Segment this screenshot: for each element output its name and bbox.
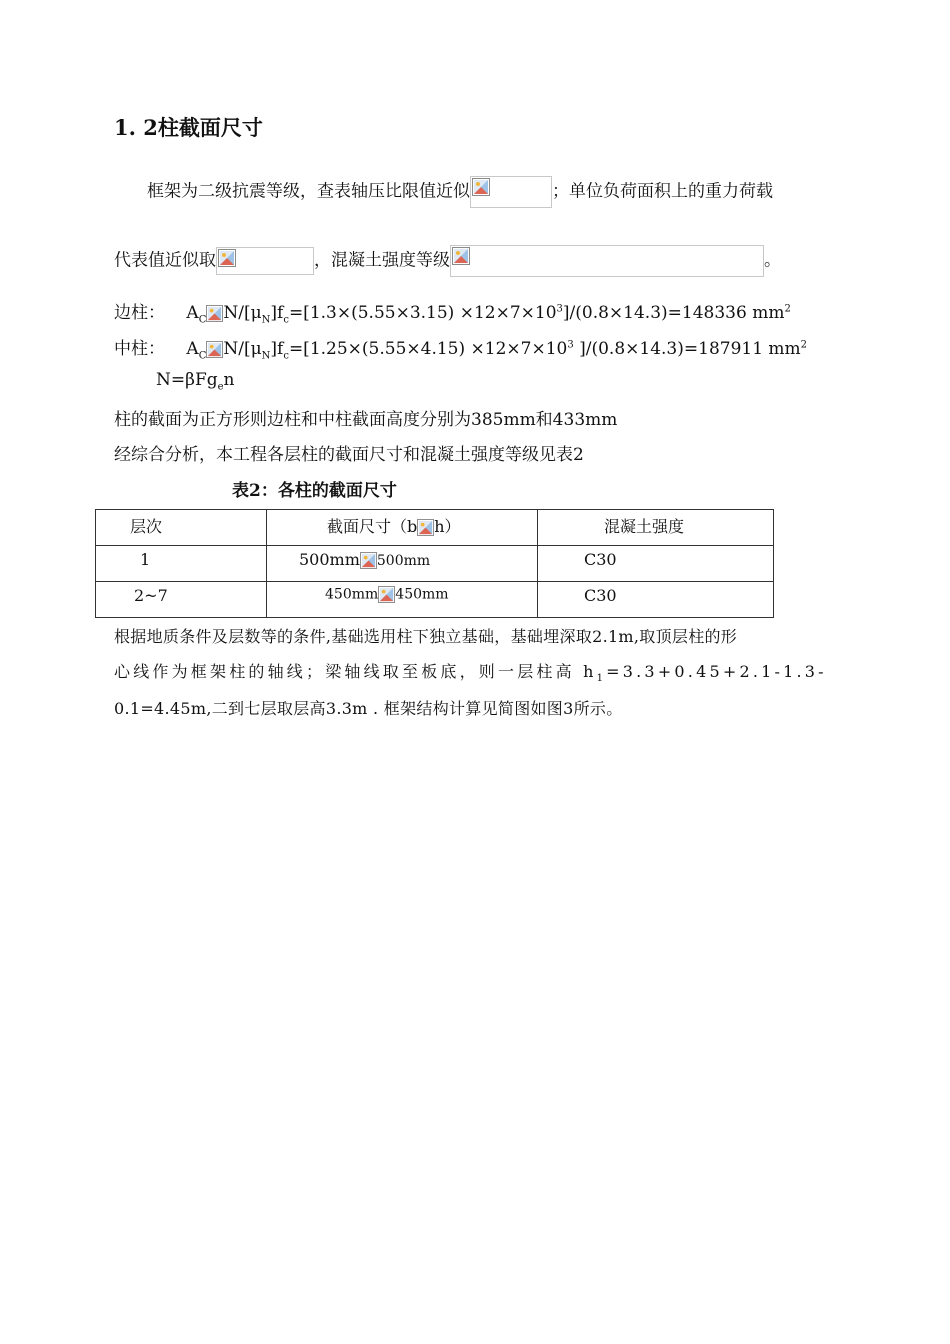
cell-section-size: 450mm 450mm	[325, 586, 449, 603]
broken-image-icon	[206, 305, 223, 322]
table-row	[96, 582, 774, 618]
table-row	[96, 546, 774, 582]
header-section-size: 截面尺寸（b h）	[327, 517, 461, 536]
broken-image-icon	[472, 178, 490, 196]
paragraph-line: 心线作为框架柱的轴线；梁轴线取至板底，则一层柱高 $h_1=3.3+0.45+2.1-1.3-$	[114, 662, 827, 685]
cell-concrete-grade: C30	[584, 550, 617, 569]
section-heading: 1. 2柱截面尺寸	[114, 115, 263, 140]
cell-floor: 1	[140, 550, 151, 569]
cell-floor: 2~7	[134, 586, 168, 605]
table-header-row	[96, 510, 774, 546]
broken-image-icon	[218, 249, 236, 267]
table-caption: 表2：各柱的截面尺寸	[232, 481, 397, 501]
header-concrete-grade: 混凝土强度	[604, 517, 685, 536]
image-placeholder	[450, 245, 764, 277]
broken-image-icon	[378, 586, 395, 603]
broken-image-icon	[360, 552, 377, 569]
header-floor: 层次	[130, 517, 163, 536]
paragraph-line: 根据地质条件及层数等的条件,基础选用柱下独立基础，基础埋深取2.1m,取顶层柱的形	[114, 627, 738, 646]
image-placeholder	[216, 247, 314, 275]
paragraph-line: 框架为二级抗震等级，查表轴压比限值近似 ；单位负荷面积上的重力荷载	[147, 176, 773, 208]
broken-image-icon	[417, 519, 434, 536]
broken-image-icon	[206, 341, 223, 358]
paragraph-line: 代表值近似取 ，混凝土强度等级 。	[114, 245, 781, 277]
formula-axial-force: N=βFg$_e$n	[156, 370, 235, 393]
cell-concrete-grade: C30	[584, 586, 617, 605]
formula-middle-column: 中柱： $A_C$ $N/[\mu_N]f_c=[1.25\times(5.55\times 4.15) \times 12\times 7\times 10^3$ ]/(0.8×14.3)=187911 $mm^2$	[114, 339, 808, 362]
paragraph-line: 柱的截面为正方形则边柱和中柱截面高度分别为385mm和433mm	[114, 410, 618, 430]
image-placeholder	[470, 176, 552, 208]
broken-image-icon	[452, 247, 470, 265]
paragraph-line: 0.1=4.45m,二到七层取层高3.3m . 框架结构计算见简图如图3所示。	[114, 699, 623, 718]
formula-edge-column: 边柱： $A_C$ $N/[\mu_N]f_c=[1.3\times(5.55\times 3.15) \times 12\times 7\times 10^3]/(0.8\times 14.3)=148336$ $mm^2$	[114, 303, 791, 326]
cell-section-size: 500mm 500mm	[299, 550, 431, 569]
column-size-table	[95, 509, 774, 618]
paragraph-line: 经综合分析，本工程各层柱的截面尺寸和混凝土强度等级见表2	[114, 445, 584, 465]
